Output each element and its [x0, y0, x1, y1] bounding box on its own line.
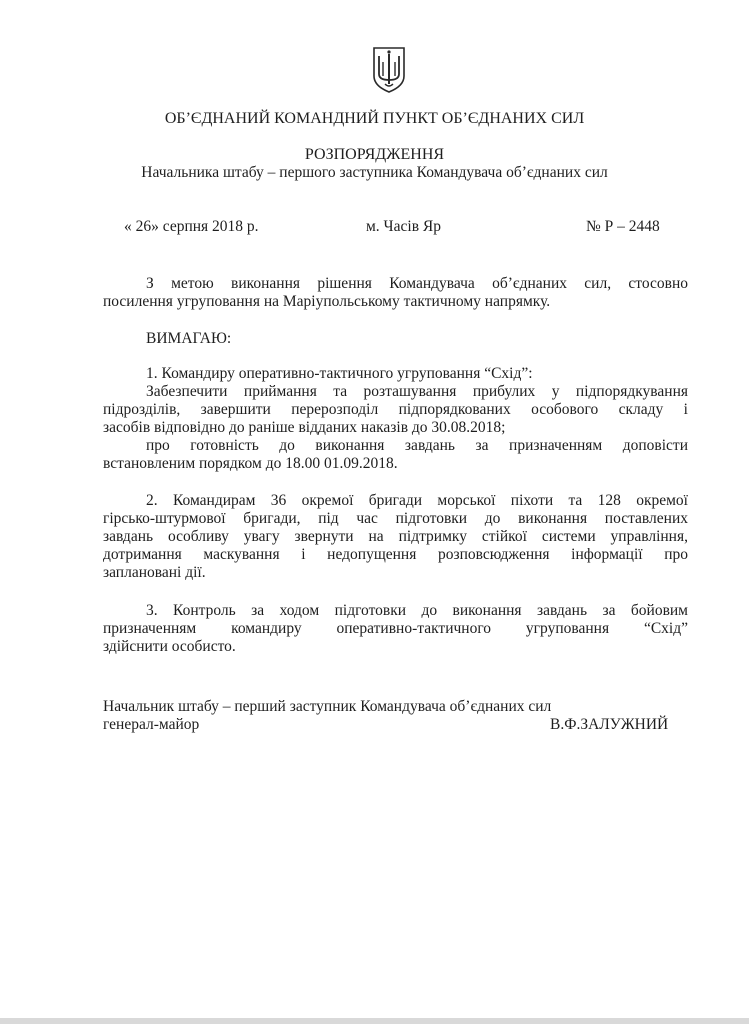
issuer-line: Начальника штабу – першого заступника Командувача об’єднаних сил: [141, 164, 608, 181]
signature-rank: генерал-майор: [103, 716, 200, 733]
item1-line-5: про готовність до виконання завдань за призначенням доповісти: [146, 437, 688, 454]
item2-line-2: гірсько-штурмової бригади, під час підготовки до виконання поставлених: [103, 510, 688, 527]
intro-line-1: З метою виконання рішення Командувача об’єднаних сил, стосовно: [146, 275, 688, 292]
trident-emblem-icon: [371, 46, 407, 94]
item2-line-1: 2. Командирам 36 окремої бригади морської піхоти та 128 окремої: [146, 492, 688, 509]
item2-line-4: дотримання маскування і недопущення розповсюдження інформації про: [103, 546, 688, 563]
document-type: РОЗПОРЯДЖЕННЯ: [304, 146, 445, 163]
document-number: № Р – 2448: [586, 218, 660, 235]
signature-name: В.Ф.ЗАЛУЖНИЙ: [550, 716, 669, 733]
item3-line-1: 3. Контроль за ходом підготовки до виконання завдань за бойовим: [146, 602, 688, 619]
signature-position: Начальник штабу – перший заступник Командувача об’єднаних сил: [103, 698, 552, 715]
document-date: « 26» серпня 2018 р.: [124, 218, 259, 235]
item1-line-6: встановленим порядком до 18.00 01.09.2018.: [103, 455, 398, 472]
document-place: м. Часів Яр: [366, 218, 441, 235]
item2-line-5: заплановані дії.: [103, 564, 206, 581]
item3-line-3: здійснити особисто.: [103, 638, 236, 655]
organization-title: ОБ’ЄДНАНИЙ КОМАНДНИЙ ПУНКТ ОБ’ЄДНАНИХ СИЛ: [164, 110, 585, 127]
item1-line-1: 1. Командиру оперативно-тактичного угруповання “Схід”:: [146, 365, 533, 382]
intro-line-2: посилення угруповання на Маріупольському тактичному напрямку.: [103, 293, 551, 310]
item3-line-2: призначенням командиру оперативно-тактичного угруповання “Схід”: [103, 620, 688, 637]
demand-heading: ВИМАГАЮ:: [146, 330, 232, 347]
item1-line-3: підрозділів, завершити перерозподіл підпорядкованих особового складу і: [103, 401, 688, 418]
item1-line-4: засобів відповідно до раніше відданих наказів до 30.08.2018;: [103, 419, 506, 436]
item1-line-2: Забезпечити приймання та розташування прибулих у підпорядкування: [146, 383, 688, 400]
scan-bottom-edge: [0, 1018, 749, 1024]
item2-line-3: завдань особливу увагу звернути на підтримку стійкої системи управління,: [103, 528, 688, 545]
